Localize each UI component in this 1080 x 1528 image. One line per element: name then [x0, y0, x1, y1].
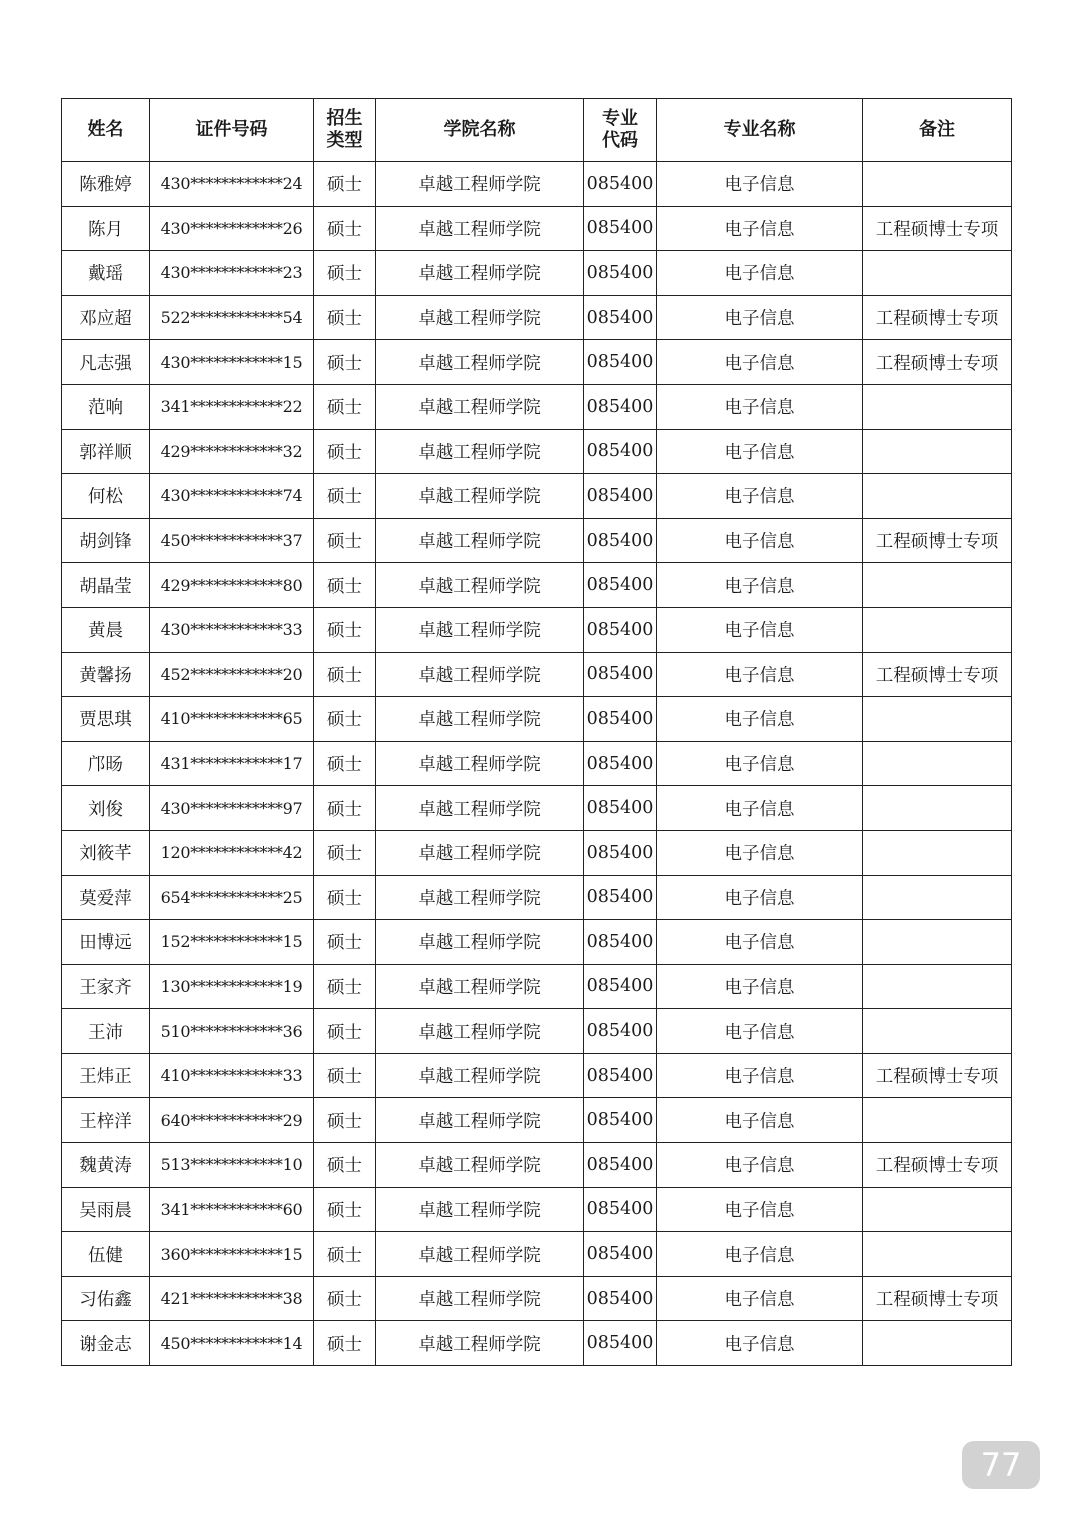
cell-enroll-type: 硕士 [314, 830, 376, 875]
cell-major-code: 085400 [584, 206, 657, 251]
cell-major-code: 085400 [584, 295, 657, 340]
cell-id-number: 430************26 [150, 206, 314, 251]
cell-id-number: 430************33 [150, 607, 314, 652]
header-major-code [584, 99, 657, 162]
cell-enroll-type: 硕士 [314, 1053, 376, 1098]
cell-major-code: 085400 [584, 340, 657, 385]
cell-enroll-type: 硕士 [314, 206, 376, 251]
table-row [62, 1143, 1012, 1188]
cell-id-number: 130************19 [150, 964, 314, 1009]
cell-major-code: 085400 [584, 830, 657, 875]
cell-college: 卓越工程师学院 [376, 1098, 584, 1143]
table-row [62, 1009, 1012, 1054]
cell-major-name: 电子信息 [657, 340, 863, 385]
header-enroll-type [314, 99, 376, 162]
cell-major-code: 085400 [584, 786, 657, 831]
table-row [62, 652, 1012, 697]
cell-major-code: 085400 [584, 607, 657, 652]
cell-remark: 工程硕博士专项 [863, 295, 1012, 340]
cell-remark: 工程硕博士专项 [863, 1053, 1012, 1098]
cell-college: 卓越工程师学院 [376, 875, 584, 920]
cell-college: 卓越工程师学院 [376, 340, 584, 385]
cell-major-name: 电子信息 [657, 563, 863, 608]
cell-major-name: 电子信息 [657, 474, 863, 519]
cell-id-number: 341************22 [150, 384, 314, 429]
cell-enroll-type: 硕士 [314, 1098, 376, 1143]
cell-remark [863, 920, 1012, 965]
table-row [62, 697, 1012, 742]
cell-remark: 工程硕博士专项 [863, 1276, 1012, 1321]
cell-enroll-type: 硕士 [314, 563, 376, 608]
cell-major-name: 电子信息 [657, 741, 863, 786]
cell-name: 王炜正 [62, 1053, 150, 1098]
cell-remark [863, 384, 1012, 429]
cell-major-name: 电子信息 [657, 384, 863, 429]
table-row [62, 1321, 1012, 1366]
cell-remark [863, 1187, 1012, 1232]
cell-id-number: 152************15 [150, 920, 314, 965]
cell-remark [863, 741, 1012, 786]
table-row [62, 964, 1012, 1009]
cell-college: 卓越工程师学院 [376, 295, 584, 340]
cell-id-number: 452************20 [150, 652, 314, 697]
cell-major-code: 085400 [584, 1053, 657, 1098]
table-row [62, 830, 1012, 875]
cell-id-number: 430************97 [150, 786, 314, 831]
cell-enroll-type: 硕士 [314, 340, 376, 385]
header-major-name: 专业名称 [657, 99, 863, 162]
cell-college: 卓越工程师学院 [376, 251, 584, 296]
cell-id-number: 430************15 [150, 340, 314, 385]
cell-major-name: 电子信息 [657, 1232, 863, 1277]
cell-remark [863, 563, 1012, 608]
table-row [62, 162, 1012, 207]
cell-enroll-type: 硕士 [314, 741, 376, 786]
cell-college: 卓越工程师学院 [376, 384, 584, 429]
cell-major-code: 085400 [584, 563, 657, 608]
cell-enroll-type: 硕士 [314, 251, 376, 296]
table-row [62, 920, 1012, 965]
cell-name: 范响 [62, 384, 150, 429]
cell-id-number: 450************14 [150, 1321, 314, 1366]
cell-remark [863, 786, 1012, 831]
cell-id-number: 510************36 [150, 1009, 314, 1054]
cell-name: 谢金志 [62, 1321, 150, 1366]
cell-remark [863, 474, 1012, 519]
cell-major-code: 085400 [584, 1143, 657, 1188]
cell-remark [863, 830, 1012, 875]
cell-major-name: 电子信息 [657, 697, 863, 742]
cell-college: 卓越工程师学院 [376, 474, 584, 519]
cell-college: 卓越工程师学院 [376, 1053, 584, 1098]
cell-enroll-type: 硕士 [314, 1009, 376, 1054]
cell-major-code: 085400 [584, 251, 657, 296]
table-row [62, 741, 1012, 786]
cell-college: 卓越工程师学院 [376, 697, 584, 742]
cell-college: 卓越工程师学院 [376, 1143, 584, 1188]
cell-major-name: 电子信息 [657, 518, 863, 563]
cell-name: 习佑鑫 [62, 1276, 150, 1321]
cell-id-number: 360************15 [150, 1232, 314, 1277]
cell-major-name: 电子信息 [657, 251, 863, 296]
cell-major-name: 电子信息 [657, 1009, 863, 1054]
cell-college: 卓越工程师学院 [376, 920, 584, 965]
cell-college: 卓越工程师学院 [376, 1187, 584, 1232]
cell-major-code: 085400 [584, 1009, 657, 1054]
table-row [62, 384, 1012, 429]
table-row [62, 607, 1012, 652]
cell-id-number: 430************74 [150, 474, 314, 519]
cell-id-number: 640************29 [150, 1098, 314, 1143]
cell-major-name: 电子信息 [657, 1276, 863, 1321]
cell-college: 卓越工程师学院 [376, 1276, 584, 1321]
cell-remark: 工程硕博士专项 [863, 652, 1012, 697]
cell-id-number: 410************33 [150, 1053, 314, 1098]
cell-name: 伍健 [62, 1232, 150, 1277]
cell-enroll-type: 硕士 [314, 1232, 376, 1277]
cell-name: 贾思琪 [62, 697, 150, 742]
cell-remark [863, 429, 1012, 474]
cell-name: 王梓洋 [62, 1098, 150, 1143]
cell-name: 王沛 [62, 1009, 150, 1054]
cell-major-name: 电子信息 [657, 1053, 863, 1098]
cell-remark [863, 1009, 1012, 1054]
cell-major-name: 电子信息 [657, 429, 863, 474]
cell-college: 卓越工程师学院 [376, 786, 584, 831]
cell-major-code: 085400 [584, 964, 657, 1009]
cell-major-name: 电子信息 [657, 964, 863, 1009]
cell-name: 刘筱芊 [62, 830, 150, 875]
cell-enroll-type: 硕士 [314, 474, 376, 519]
cell-remark [863, 251, 1012, 296]
cell-college: 卓越工程师学院 [376, 206, 584, 251]
cell-major-code: 085400 [584, 1187, 657, 1232]
cell-name: 黄馨扬 [62, 652, 150, 697]
table-row [62, 518, 1012, 563]
cell-remark [863, 162, 1012, 207]
cell-remark [863, 964, 1012, 1009]
cell-id-number: 513************10 [150, 1143, 314, 1188]
cell-name: 凡志强 [62, 340, 150, 385]
cell-college: 卓越工程师学院 [376, 964, 584, 1009]
cell-major-name: 电子信息 [657, 295, 863, 340]
cell-college: 卓越工程师学院 [376, 652, 584, 697]
cell-major-code: 085400 [584, 1276, 657, 1321]
cell-enroll-type: 硕士 [314, 875, 376, 920]
cell-major-name: 电子信息 [657, 162, 863, 207]
cell-name: 邝旸 [62, 741, 150, 786]
table-row [62, 1098, 1012, 1143]
cell-enroll-type: 硕士 [314, 295, 376, 340]
cell-name: 莫爱萍 [62, 875, 150, 920]
cell-name: 戴瑶 [62, 251, 150, 296]
table-row [62, 1187, 1012, 1232]
header-enroll-type-label: 招生类型 [326, 108, 363, 151]
cell-name: 魏黄涛 [62, 1143, 150, 1188]
header-id-number: 证件号码 [150, 99, 314, 162]
table-body [62, 162, 1012, 1366]
cell-id-number: 450************37 [150, 518, 314, 563]
cell-name: 陈雅婷 [62, 162, 150, 207]
table-header-row [62, 99, 1012, 162]
cell-enroll-type: 硕士 [314, 1187, 376, 1232]
table-row [62, 1276, 1012, 1321]
table-row [62, 340, 1012, 385]
cell-id-number: 431************17 [150, 741, 314, 786]
cell-name: 刘俊 [62, 786, 150, 831]
cell-enroll-type: 硕士 [314, 1143, 376, 1188]
cell-enroll-type: 硕士 [314, 1276, 376, 1321]
cell-major-name: 电子信息 [657, 875, 863, 920]
cell-remark: 工程硕博士专项 [863, 206, 1012, 251]
cell-id-number: 430************24 [150, 162, 314, 207]
cell-major-code: 085400 [584, 162, 657, 207]
cell-enroll-type: 硕士 [314, 1321, 376, 1366]
cell-major-name: 电子信息 [657, 1321, 863, 1366]
cell-enroll-type: 硕士 [314, 162, 376, 207]
cell-name: 黄晨 [62, 607, 150, 652]
cell-major-code: 085400 [584, 697, 657, 742]
cell-remark: 工程硕博士专项 [863, 518, 1012, 563]
header-remark: 备注 [863, 99, 1012, 162]
cell-major-name: 电子信息 [657, 786, 863, 831]
cell-enroll-type: 硕士 [314, 384, 376, 429]
table-row [62, 429, 1012, 474]
cell-name: 王家齐 [62, 964, 150, 1009]
table-row [62, 786, 1012, 831]
cell-college: 卓越工程师学院 [376, 429, 584, 474]
cell-id-number: 341************60 [150, 1187, 314, 1232]
header-name: 姓名 [62, 99, 150, 162]
cell-enroll-type: 硕士 [314, 964, 376, 1009]
header-college: 学院名称 [376, 99, 584, 162]
cell-id-number: 410************65 [150, 697, 314, 742]
table-row [62, 563, 1012, 608]
cell-name: 何松 [62, 474, 150, 519]
cell-major-code: 085400 [584, 875, 657, 920]
cell-enroll-type: 硕士 [314, 652, 376, 697]
table-row [62, 474, 1012, 519]
cell-id-number: 522************54 [150, 295, 314, 340]
cell-major-code: 085400 [584, 474, 657, 519]
cell-name: 陈月 [62, 206, 150, 251]
cell-enroll-type: 硕士 [314, 920, 376, 965]
cell-enroll-type: 硕士 [314, 518, 376, 563]
cell-remark: 工程硕博士专项 [863, 1143, 1012, 1188]
student-table [61, 98, 1012, 1366]
cell-college: 卓越工程师学院 [376, 607, 584, 652]
cell-major-code: 085400 [584, 741, 657, 786]
cell-remark [863, 1098, 1012, 1143]
cell-major-code: 085400 [584, 384, 657, 429]
cell-name: 胡剑锋 [62, 518, 150, 563]
cell-major-name: 电子信息 [657, 607, 863, 652]
cell-major-name: 电子信息 [657, 920, 863, 965]
cell-name: 邓应超 [62, 295, 150, 340]
cell-id-number: 429************32 [150, 429, 314, 474]
cell-college: 卓越工程师学院 [376, 162, 584, 207]
table-row [62, 295, 1012, 340]
page-number-badge: 77 [962, 1441, 1040, 1489]
cell-major-name: 电子信息 [657, 206, 863, 251]
cell-name: 郭祥顺 [62, 429, 150, 474]
cell-major-code: 085400 [584, 652, 657, 697]
cell-college: 卓越工程师学院 [376, 741, 584, 786]
cell-name: 胡晶莹 [62, 563, 150, 608]
cell-id-number: 120************42 [150, 830, 314, 875]
cell-remark: 工程硕博士专项 [863, 340, 1012, 385]
cell-remark [863, 1232, 1012, 1277]
cell-college: 卓越工程师学院 [376, 830, 584, 875]
cell-major-name: 电子信息 [657, 1187, 863, 1232]
cell-id-number: 429************80 [150, 563, 314, 608]
cell-college: 卓越工程师学院 [376, 1232, 584, 1277]
cell-remark [863, 607, 1012, 652]
table-row [62, 251, 1012, 296]
cell-major-name: 电子信息 [657, 830, 863, 875]
cell-name: 吴雨晨 [62, 1187, 150, 1232]
cell-id-number: 430************23 [150, 251, 314, 296]
cell-remark [863, 697, 1012, 742]
cell-enroll-type: 硕士 [314, 786, 376, 831]
cell-college: 卓越工程师学院 [376, 563, 584, 608]
cell-name: 田博远 [62, 920, 150, 965]
cell-remark [863, 1321, 1012, 1366]
cell-enroll-type: 硕士 [314, 429, 376, 474]
cell-major-code: 085400 [584, 920, 657, 965]
table-row [62, 1053, 1012, 1098]
cell-remark [863, 875, 1012, 920]
cell-major-name: 电子信息 [657, 1098, 863, 1143]
cell-major-code: 085400 [584, 1321, 657, 1366]
cell-major-code: 085400 [584, 518, 657, 563]
cell-major-code: 085400 [584, 429, 657, 474]
cell-college: 卓越工程师学院 [376, 1321, 584, 1366]
table-row [62, 206, 1012, 251]
table-row [62, 875, 1012, 920]
cell-major-code: 085400 [584, 1232, 657, 1277]
cell-major-code: 085400 [584, 1098, 657, 1143]
cell-major-name: 电子信息 [657, 652, 863, 697]
cell-enroll-type: 硕士 [314, 697, 376, 742]
table-row [62, 1232, 1012, 1277]
cell-id-number: 421************38 [150, 1276, 314, 1321]
cell-college: 卓越工程师学院 [376, 1009, 584, 1054]
cell-id-number: 654************25 [150, 875, 314, 920]
cell-enroll-type: 硕士 [314, 607, 376, 652]
header-major-code-label: 专业代码 [602, 108, 638, 151]
cell-college: 卓越工程师学院 [376, 518, 584, 563]
cell-major-name: 电子信息 [657, 1143, 863, 1188]
